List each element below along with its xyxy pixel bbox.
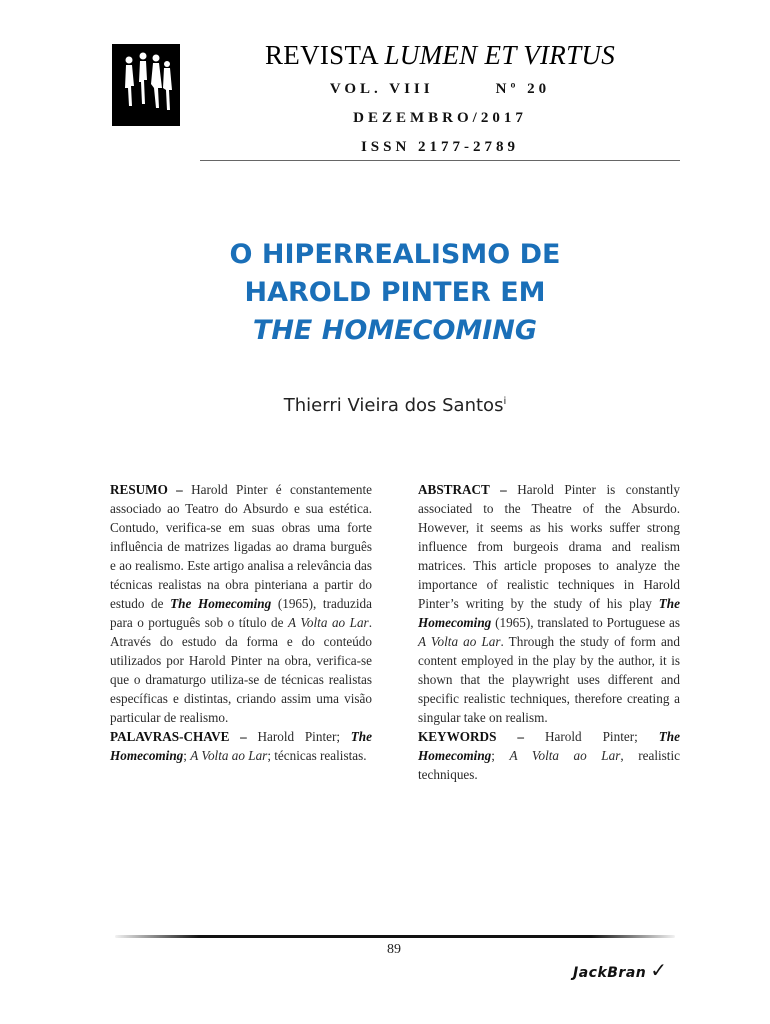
journal-title: [200, 40, 680, 71]
resumo-paragraph: [110, 480, 372, 727]
resumo-label: RESUMO –: [110, 482, 183, 497]
abstract-text-3: . Through the study of form and content employed in the play by the author, it is shown that the playwright uses different and specific realistic techniques, therefore creating a singular take on realism.: [418, 634, 680, 725]
resumo-play-title: The Homecoming: [170, 596, 272, 611]
resumo-translated-title: A Volta ao Lar: [288, 615, 369, 630]
palavras-chave-play-title: The Homecoming: [110, 729, 372, 763]
keywords-text-2: , realistic techniques.: [418, 748, 680, 782]
volume: VOL. VIII: [329, 81, 434, 97]
resumo-text-1: Harold Pinter é constantemente associado ao Teatro do Absurdo e sua estética. Contudo, verifica-se em suas obras uma forte influência de matrizes ligadas ao drama burguês e ao realismo. Este artigo analisa a relevância das técnicas realistas na obra pinteriana a partir do estudo de: [110, 482, 372, 611]
abstract-text-2: (1965), translated to Portuguese as: [491, 615, 680, 630]
header-divider: [200, 160, 680, 161]
keywords-play-title: The Homecoming: [418, 729, 680, 763]
title-line-1: O HIPERREALISMO DE: [229, 239, 561, 270]
keywords-sep: ;: [491, 748, 510, 763]
palavras-chave-text-1: Harold Pinter;: [246, 729, 351, 744]
resumo-column: [110, 480, 372, 765]
abstract-paragraph: [418, 480, 680, 727]
journal-logo: [112, 44, 180, 126]
issue-date: DEZEMBRO/2017: [353, 110, 527, 126]
footer-divider: [115, 935, 675, 938]
journal-name: LUMEN ET VIRTUS: [384, 40, 616, 70]
palavras-chave-translated-title: A Volta ao Lar: [190, 748, 268, 763]
abstract-column: [418, 480, 680, 784]
signature: [573, 958, 668, 982]
keywords-translated-title: A Volta ao Lar: [509, 748, 621, 763]
abstract-translated-title: A Volta ao Lar: [418, 634, 501, 649]
palavras-chave-label: PALAVRAS-CHAVE –: [110, 729, 247, 744]
palavras-chave-paragraph: [110, 727, 372, 765]
palavras-chave-sep: ;: [183, 748, 191, 763]
issue-number: Nº 20: [495, 81, 551, 97]
resumo-text-3: . Através do estudo da forma e do conteúdo utilizados por Harold Pinter na obra, verifica-se que o dramaturgo utiliza-se de técnicas realistas específicas e distintas, criando assim uma visão particular de realismo.: [110, 615, 372, 725]
page-number: 89: [387, 942, 401, 957]
author: Thierri Vieira dos Santos: [283, 395, 504, 416]
keywords-label: KEYWORDS –: [418, 729, 524, 744]
author-name: [150, 395, 640, 416]
abstract-label: ABSTRACT –: [418, 482, 507, 497]
title-line-3: THE HOMECOMING: [252, 315, 538, 346]
figures-icon: [112, 44, 180, 126]
title-line-2: HAROLD PINTER EM: [244, 277, 546, 308]
keywords-paragraph: [418, 727, 680, 784]
resumo-text-2: (1965), traduzida para o português sob o título de: [110, 596, 372, 630]
article-title: [140, 236, 650, 350]
volume-line: [200, 81, 680, 98]
abstract-play-title: The Homecoming: [418, 596, 680, 630]
abstract-text-1: Harold Pinter is constantly associated to the Theatre of the Absurdo. However, it seems as his works suffer strong influence from burgeois drama and realism matrices. This article proposes to analyze the importance of realistic techniques in Harold Pinter’s writing by the study of his play: [418, 482, 681, 611]
journal-prefix: REVISTA: [264, 40, 378, 70]
issn: ISSN 2177-2789: [360, 139, 520, 155]
palavras-chave-text-2: ; técnicas realistas.: [267, 748, 367, 763]
signature-text: JackBran: [573, 965, 647, 981]
keywords-text-1: Harold Pinter;: [524, 729, 659, 744]
check-icon: ✓: [650, 958, 668, 982]
author-footnote-marker: i: [503, 396, 507, 407]
